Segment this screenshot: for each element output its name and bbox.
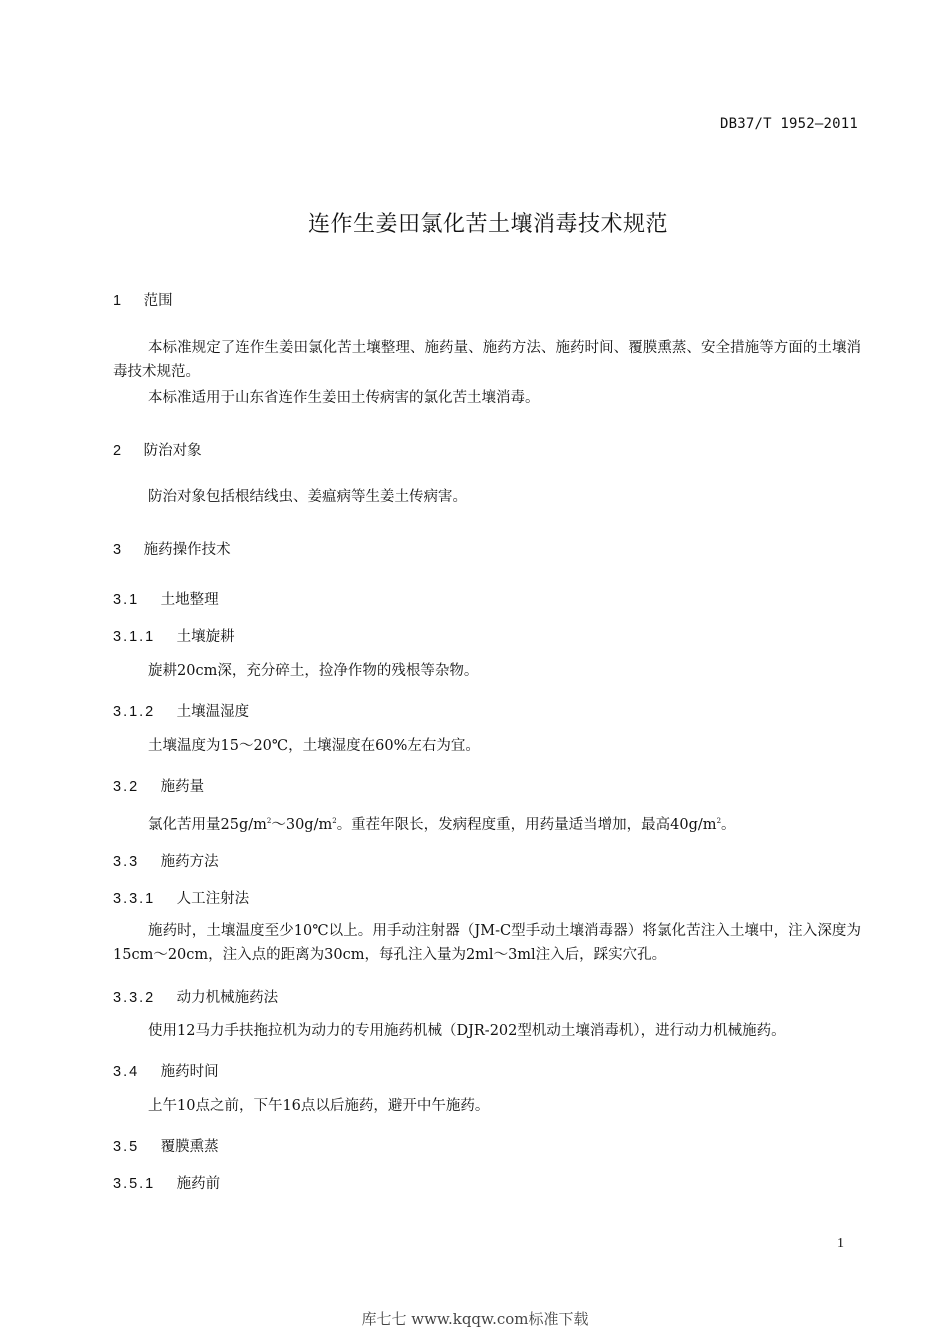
section-number: 3.3.2 <box>113 990 156 1006</box>
section-heading-3-5 <box>113 1135 219 1156</box>
section-title: 施药前 <box>176 1176 221 1192</box>
paragraph: 土壤温度为15～20℃，土壤湿度在60%左右为宜。 <box>148 738 480 754</box>
superscript: 2 <box>332 817 337 825</box>
section-heading-3-2 <box>113 775 204 796</box>
section-number: 3 <box>113 542 124 558</box>
section-heading-3-3-2 <box>113 986 278 1007</box>
paragraph: 本标准规定了连作生姜田氯化苦土壤整理、施药量、施药方法、施药时间、覆膜熏蒸、安全措施等方面的土壤消毒技术规范。 <box>113 340 861 380</box>
text-fragment: 氯化苦用量25g/m <box>148 817 267 833</box>
section-number: 3.5 <box>113 1139 140 1155</box>
text-fragment: 。 <box>721 817 736 833</box>
section-number: 3.1.1 <box>113 629 156 645</box>
section-title: 人工注射法 <box>176 891 250 907</box>
section-number: 3.3 <box>113 854 140 870</box>
document-title: 连作生姜田氯化苦土壤消毒技术规范 <box>307 212 668 237</box>
page-number: 1 <box>837 1236 844 1251</box>
footer-watermark: 库七七 www.kqqw.com标准下载 <box>361 1310 589 1328</box>
superscript: 2 <box>716 817 722 825</box>
paragraph: 上午10点之前，下午16点以后施药，避开中午施药。 <box>148 1098 490 1114</box>
section-heading-1 <box>113 289 173 310</box>
section-title: 施药操作技术 <box>143 542 231 558</box>
section-number: 3.4 <box>113 1064 140 1080</box>
paragraph: 使用12马力手扶拖拉机为动力的专用施药机械（DJR-202型机动土壤消毒机），进行动力机械施药。 <box>148 1023 786 1039</box>
section-heading-3 <box>113 538 231 559</box>
standard-code: DB37/T 1952—2011 <box>719 116 858 132</box>
section-title: 土壤温湿度 <box>176 704 250 720</box>
section-title: 施药时间 <box>160 1064 219 1080</box>
section-title: 覆膜熏蒸 <box>160 1139 219 1155</box>
paragraph: 本标准适用于山东省连作生姜田土传病害的氯化苦土壤消毒。 <box>148 390 540 406</box>
section-heading-3-4 <box>113 1060 219 1081</box>
paragraph: 旋耕20cm深，充分碎土，捡净作物的残根等杂物。 <box>148 663 479 679</box>
section-number: 3.1.2 <box>113 704 156 720</box>
section-number: 3.2 <box>113 779 140 795</box>
section-number: 3.5.1 <box>113 1176 156 1192</box>
paragraph: 施药时，土壤温度至少10℃以上。用手动注射器（JM-C型手动土壤消毒器）将氯化苦注入土壤中，注入深度为15cm～20cm，注入点的距离为30cm，每孔注入量为2ml～3ml注入后，踩实穴孔。 <box>113 923 861 963</box>
section-heading-3-1-1 <box>113 625 235 646</box>
superscript: 2 <box>266 817 272 825</box>
paragraph: 防治对象包括根结线虫、姜瘟病等生姜土传病害。 <box>148 489 467 505</box>
section-title: 动力机械施药法 <box>176 990 279 1006</box>
section-heading-2 <box>113 439 202 460</box>
section-title: 防治对象 <box>143 443 202 459</box>
section-number: 3.1 <box>113 592 140 608</box>
section-title: 施药量 <box>160 779 205 795</box>
section-number: 1 <box>113 293 124 309</box>
section-number: 2 <box>113 443 124 459</box>
section-number: 3.3.1 <box>113 891 156 907</box>
section-title: 范围 <box>143 293 173 309</box>
section-title: 土地整理 <box>160 592 219 608</box>
section-heading-3-3 <box>113 850 219 871</box>
section-title: 施药方法 <box>160 854 219 870</box>
section-heading-3-1-2 <box>113 700 249 721</box>
section-heading-3-3-1 <box>113 887 249 908</box>
text-fragment: ～30g/m <box>271 817 333 833</box>
section-title: 土壤旋耕 <box>176 629 235 645</box>
section-heading-3-1 <box>113 588 219 609</box>
text-fragment: 。重茬年限长，发病程度重，用药量适当增加，最高40g/m <box>336 817 717 833</box>
section-heading-3-5-1 <box>113 1172 220 1193</box>
paragraph-dosage <box>113 809 861 837</box>
